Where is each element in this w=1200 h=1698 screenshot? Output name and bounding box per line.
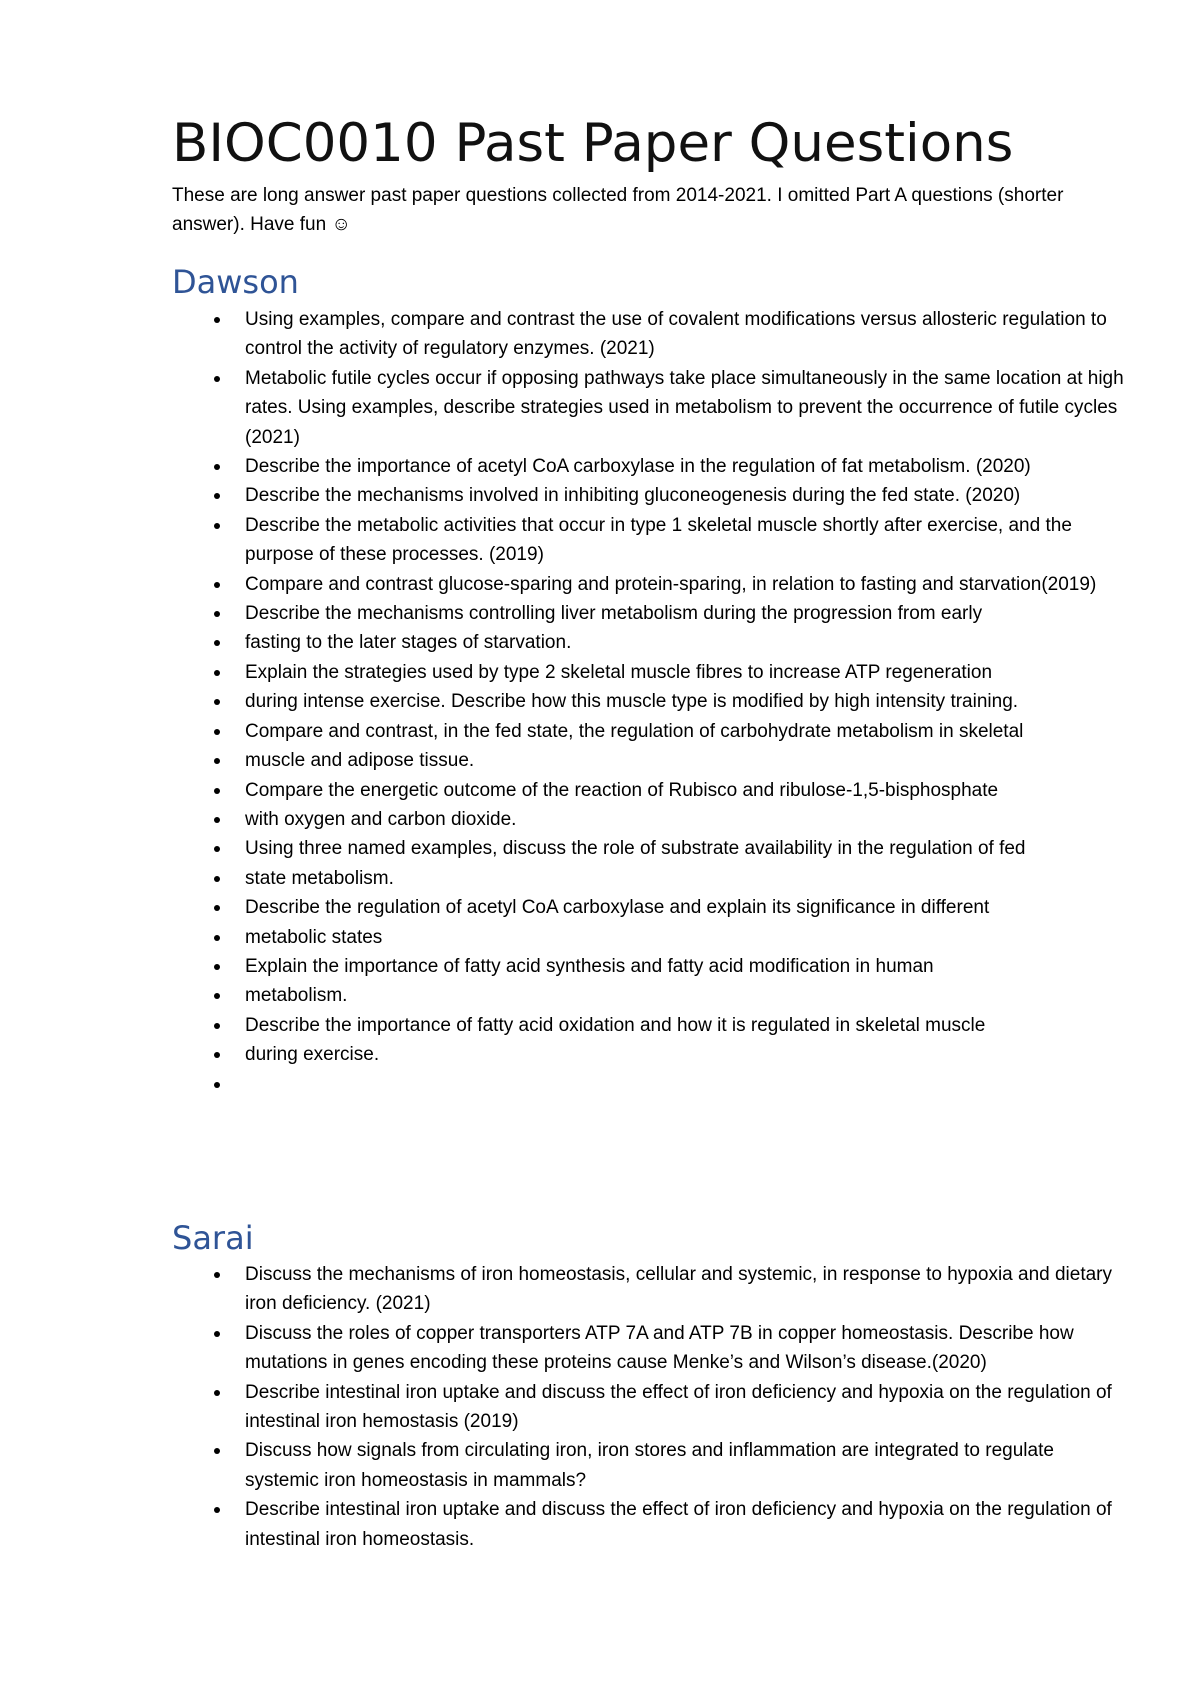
list-item bbox=[172, 599, 1132, 628]
list-item bbox=[172, 923, 1132, 952]
list-item bbox=[172, 893, 1132, 922]
list-item bbox=[172, 776, 1132, 805]
bullet-icon bbox=[214, 1023, 220, 1029]
section-heading-sarai: Sarai bbox=[172, 1219, 254, 1257]
bullet-icon bbox=[214, 788, 220, 794]
bullet-icon bbox=[214, 1390, 220, 1396]
list-item-text: Using three named examples, discuss the role of substrate availability in the regulation of fed bbox=[245, 838, 1026, 860]
list-item bbox=[172, 1040, 1132, 1069]
list-item-text: Describe the mechanisms controlling liver metabolism during the progression from early bbox=[245, 603, 983, 625]
list-item bbox=[172, 658, 1132, 687]
list-item bbox=[172, 481, 1132, 510]
intro-text: These are long answer past paper questions collected from 2014-2021. I omitted Part A questions (shorter answer). Have fun ☺ bbox=[172, 185, 1064, 235]
bullet-icon bbox=[214, 964, 220, 970]
list-item bbox=[172, 1319, 1132, 1378]
list-item-text: during intense exercise. Describe how this muscle type is modified by high intensity training. bbox=[245, 691, 1019, 713]
bullet-icon bbox=[214, 1052, 220, 1058]
question-list-sarai bbox=[172, 1260, 1132, 1554]
bullet-icon bbox=[214, 699, 220, 705]
list-item bbox=[172, 1378, 1132, 1437]
list-item bbox=[172, 746, 1132, 775]
bullet-icon bbox=[214, 935, 220, 941]
list-item-text: state metabolism. bbox=[245, 867, 394, 889]
list-item bbox=[172, 364, 1132, 452]
bullet-icon bbox=[214, 582, 220, 588]
bullet-icon bbox=[214, 493, 220, 499]
list-item bbox=[172, 834, 1132, 863]
list-item bbox=[172, 570, 1132, 599]
list-item bbox=[172, 1436, 1132, 1495]
list-item-text: metabolic states bbox=[245, 926, 383, 948]
list-item-text: with oxygen and carbon dioxide. bbox=[245, 808, 517, 830]
list-item bbox=[172, 1260, 1132, 1319]
list-item-text: Describe the importance of fatty acid oxidation and how it is regulated in skeletal muscle bbox=[245, 1014, 986, 1036]
bullet-icon bbox=[214, 729, 220, 735]
list-item-text: Describe the regulation of acetyl CoA carboxylase and explain its significance in different bbox=[245, 897, 990, 919]
list-item-text: fasting to the later stages of starvation. bbox=[245, 632, 572, 654]
bullet-icon bbox=[214, 1082, 220, 1088]
bullet-icon bbox=[214, 905, 220, 911]
list-item bbox=[172, 511, 1132, 570]
bullet-icon bbox=[214, 817, 220, 823]
list-item-text: Describe intestinal iron uptake and discuss the effect of iron deficiency and hypoxia on the regulation of intestinal iron homeostasis. bbox=[245, 1499, 1112, 1550]
list-item bbox=[172, 864, 1132, 893]
list-item-text: Discuss how signals from circulating iron, iron stores and inflammation are integrated to regulate systemic iron homeostasis in mammals? bbox=[245, 1440, 1054, 1491]
list-item bbox=[172, 1070, 1132, 1099]
bullet-icon bbox=[214, 523, 220, 529]
list-item-text: Explain the importance of fatty acid synthesis and fatty acid modification in human bbox=[245, 955, 934, 977]
bullet-icon bbox=[214, 376, 220, 382]
bullet-icon bbox=[214, 640, 220, 646]
list-item bbox=[172, 452, 1132, 481]
list-item bbox=[172, 805, 1132, 834]
list-item-text: Discuss the roles of copper transporters ATP 7A and ATP 7B in copper homeostasis. Describe how mutations in genes encoding these proteins cause Menke’s and Wilson’s disease.(2020) bbox=[245, 1322, 1074, 1374]
bullet-icon bbox=[214, 611, 220, 617]
bullet-icon bbox=[214, 758, 220, 764]
list-item-text: Describe the metabolic activities that occur in type 1 skeletal muscle shortly after exercise, and the purpose of these processes. (2019) bbox=[245, 514, 1072, 566]
bullet-icon bbox=[214, 1272, 220, 1278]
list-item bbox=[172, 981, 1132, 1010]
list-item bbox=[172, 628, 1132, 657]
list-item-text: Compare and contrast glucose-sparing and protein-sparing, in relation to fasting and starvation(2019) bbox=[245, 573, 1097, 595]
list-item-text: Describe the importance of acetyl CoA carboxylase in the regulation of fat metabolism. (2020) bbox=[245, 456, 1031, 478]
bullet-icon bbox=[214, 846, 220, 852]
list-item-text: muscle and adipose tissue. bbox=[245, 750, 475, 772]
bullet-icon bbox=[214, 1331, 220, 1337]
list-item bbox=[172, 305, 1132, 364]
list-item-text: Using examples, compare and contrast the use of covalent modifications versus allosteric regulation to control the activity of regulatory enzymes. (2021) bbox=[245, 309, 1107, 360]
list-item-text: Explain the strategies used by type 2 skeletal muscle fibres to increase ATP regeneration bbox=[245, 661, 993, 683]
question-list-dawson bbox=[172, 305, 1132, 1099]
bullet-icon bbox=[214, 876, 220, 882]
list-item-text: metabolism. bbox=[245, 985, 348, 1007]
bullet-icon bbox=[214, 317, 220, 323]
list-item bbox=[172, 717, 1132, 746]
list-item bbox=[172, 952, 1132, 981]
bullet-icon bbox=[214, 1507, 220, 1513]
bullet-icon bbox=[214, 1448, 220, 1454]
list-item bbox=[172, 1495, 1132, 1554]
list-item bbox=[172, 687, 1132, 716]
list-item-text: Compare the energetic outcome of the reaction of Rubisco and ribulose-1,5-bisphosphate bbox=[245, 779, 999, 801]
bullet-icon bbox=[214, 993, 220, 999]
bullet-icon bbox=[214, 670, 220, 676]
list-item-text: Describe intestinal iron uptake and discuss the effect of iron deficiency and hypoxia on the regulation of intestinal iron hemostasis (2019) bbox=[245, 1381, 1112, 1433]
list-item-text: Discuss the mechanisms of iron homeostasis, cellular and systemic, in response to hypoxia and dietary iron deficiency. (2021) bbox=[245, 1264, 1113, 1315]
list-item-text: during exercise. bbox=[245, 1044, 380, 1066]
list-item bbox=[172, 1011, 1132, 1040]
list-item-text: Metabolic futile cycles occur if opposing pathways take place simultaneously in the same location at high rates. Using examples, describe strategies used in metabolism to prevent the occurrence of futile cycles (2021) bbox=[245, 367, 1124, 448]
document-title: BIOC0010 Past Paper Questions bbox=[172, 113, 1014, 174]
bullet-icon bbox=[214, 464, 220, 470]
list-item-text: Describe the mechanisms involved in inhibiting gluconeogenesis during the fed state. (2020) bbox=[245, 485, 1021, 507]
list-item-text: Compare and contrast, in the fed state, the regulation of carbohydrate metabolism in skeletal bbox=[245, 720, 1024, 742]
section-heading-dawson: Dawson bbox=[172, 263, 299, 301]
